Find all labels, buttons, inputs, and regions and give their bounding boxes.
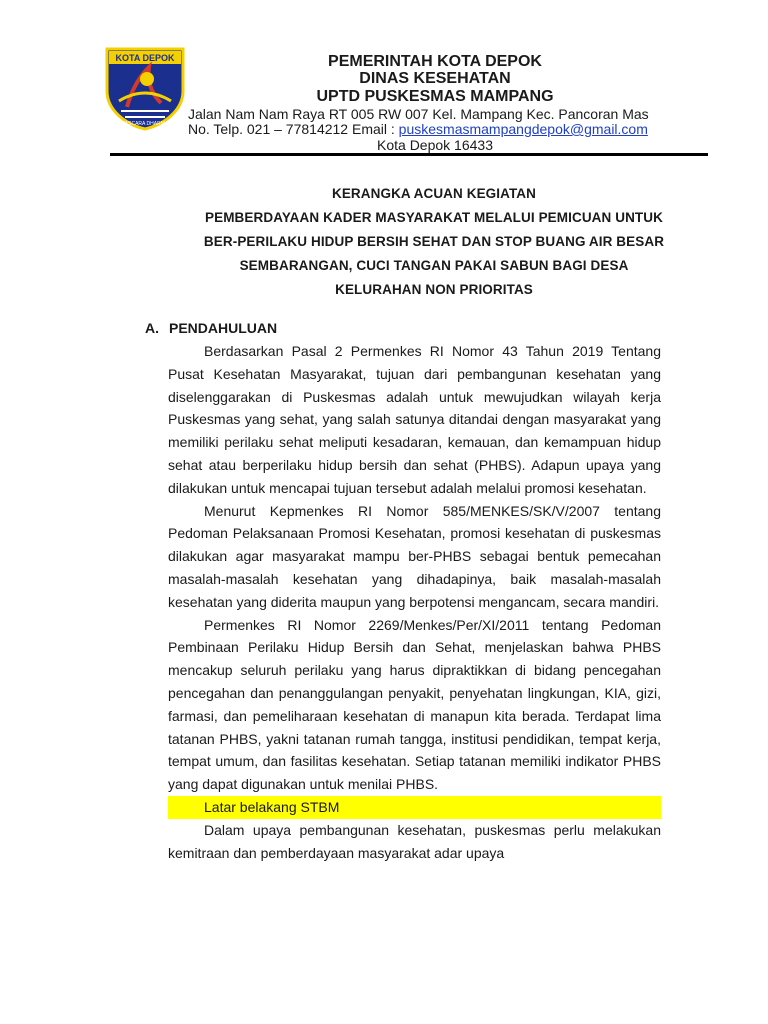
doc-title-line-5: KELURAHAN NON PRIORITAS [335, 282, 533, 297]
paragraph-4: Dalam upaya pembangunan kesehatan, puskesmas perlu melakukan kemitraan dan pemberdayaan masyarakat adar upaya [168, 821, 661, 861]
section-number: A. [145, 320, 159, 336]
doc-title-line-1: KERANGKA ACUAN KEGIATAN [331, 186, 537, 201]
logo-bottom-text: PASCARA DHARMA [121, 121, 169, 127]
paragraph-3: Permenkes RI Nomor 2269/Menkes/Per/XI/2011 tentang Pedoman Pembinaan Perilaku Hidup Bersih dan Sehat, menjelaskan bahwa PHBS mencakup seluruh perilaku yang harus dipraktikkan di bidang pencegahan pencegahan dan penanggulangan penyakit, penyehatan lingkungan, KIA, gizi, farmasi, dan pemeliharaan kesehatan di manapun kita berada. Terdapat lima tatanan PHBS, yakni tatanan rumah tangga, institusi pendidikan, tempat kerja, tempat umum, dan fasilitas kesehatan. Setiap tatanan memiliki indikator PHBS yang dapat digunakan untuk menilai PHBS. [168, 616, 661, 793]
header-phone: No. Telp. 021 – 77814212 Email : [188, 121, 399, 137]
email-link[interactable]: puskesmasmampangdepok@gmail.com [398, 121, 648, 137]
header-line-1: PEMERINTAH KOTA DEPOK [328, 53, 542, 70]
logo-top-text: KOTA DEPOK [115, 53, 175, 63]
doc-title-line-4: SEMBARANGAN, CUCI TANGAN PAKAI SABUN BAGI DESA [239, 258, 629, 273]
doc-title-line-2: PEMBERDAYAAN KADER MASYARAKAT MELALUI PEMICUAN UNTUK [205, 210, 663, 225]
header-divider [110, 153, 708, 156]
header-city: Kota Depok 16433 [377, 137, 493, 153]
doc-title-line-3: BER-PERILAKU HIDUP BERSIH SEHAT DAN STOP BUANG AIR BESAR [203, 234, 665, 249]
header-address: Jalan Nam Nam Raya RT 005 RW 007 Kel. Mampang Kec. Pancoran Mas [188, 106, 649, 122]
paragraph-2: Menurut Kepmenkes RI Nomor 585/MENKES/SK/V/2007 tentang Pedoman Pelaksanaan Promosi Kesehatan, promosi kesehatan di puskesmas dilakukan agar masyarakat mampu ber-PHBS sebagai bentuk pemecahan masalah-masalah kesehatan yang dihadapinya, baik masalah-masalah kesehatan yang diderita maupun yang berpotensi mengancam, secara mandiri. [168, 502, 661, 610]
paragraph-1: Berdasarkan Pasal 2 Permenkes RI Nomor 43 Tahun 2019 Tentang Pusat Kesehatan Masyarakat, tujuan dari pembangunan kesehatan yang diselenggarakan di Puskesmas adalah untuk mewujudkan wilayah kerja Puskesmas yang sehat, yang salah satunya ditandai dengan masyarakat yang memiliki perilaku sehat meliputi kesadaran, kemauan, dan kemampuan hidup sehat atau berperilaku hidup bersih dan sehat (PHBS). Adapun upaya yang dilakukan untuk mencapai tujuan tersebut adalah melalui promosi kesehatan. [168, 343, 661, 496]
header-line-3: UPTD PUSKESMAS MAMPANG [316, 88, 554, 105]
document-body [168, 340, 661, 864]
header-contact [188, 122, 708, 136]
section-title: PENDAHULUAN [169, 320, 278, 336]
section-heading [145, 320, 277, 336]
header-line-2: DINAS KESEHATAN [359, 70, 511, 87]
highlighted-subheading: Latar belakang STBM [168, 796, 661, 819]
